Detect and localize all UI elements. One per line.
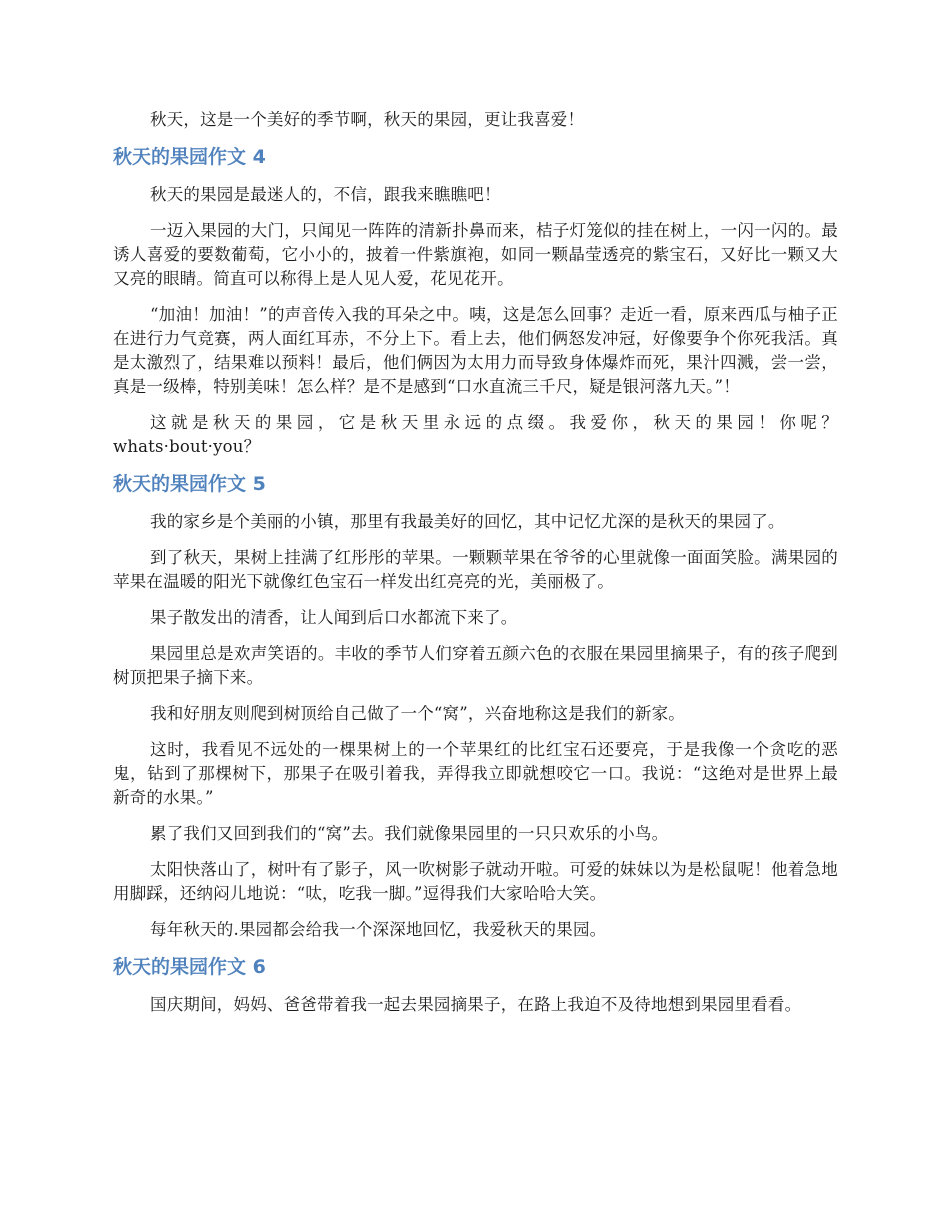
paragraph: 一迈入果园的大门，只闻见一阵阵的清新扑鼻而来，桔子灯笼似的挂在树上，一闪一闪的。最诱人喜爱的要数葡萄，它小小的，披着一件紫旗袍，如同一颗晶莹透亮的紫宝石，又好比一颗又大又亮的眼睛。简直可以称得上是人见人爱，花见花开。	[113, 221, 838, 288]
section-heading: 秋天的果园作文 6	[113, 956, 266, 978]
paragraph: 我的家乡是个美丽的小镇，那里有我最美好的回忆，其中记忆尤深的是秋天的果园了。	[150, 512, 785, 531]
essay-section-4	[113, 144, 838, 459]
paragraph: 太阳快落山了，树叶有了影子，风一吹树影子就动开啦。可爱的妹妹以为是松鼠呢！他着急地用脚踩，还纳闷儿地说：“呔，吃我一脚。”逗得我们大家哈哈大笑。	[113, 860, 838, 903]
section-heading: 秋天的果园作文 5	[113, 473, 266, 495]
paragraph: “加油！加油！”的声音传入我的耳朵之中。咦，这是怎么回事？走近一看，原来西瓜与柚子正在进行力气竞赛，两人面红耳赤，不分上下。看上去，他们俩怒发冲冠，好像要争个你死我活。真是太激烈了，结果难以预料！最后，他们俩因为太用力而导致身体爆炸而死，果汁四溅，尝一尝，真是一级棒，特别美味！怎么样？是不是感到“口水直流三千尺，疑是银河落九天。”！	[113, 305, 838, 396]
paragraph: 这就是秋天的果园，它是秋天里永远的点缀。我爱你，秋天的果园！你呢？whats·bout·you？	[113, 413, 838, 456]
section-heading: 秋天的果园作文 4	[113, 146, 266, 168]
paragraph: 国庆期间，妈妈、爸爸带着我一起去果园摘果子，在路上我迫不及待地想到果园里看看。	[150, 995, 802, 1014]
intro-paragraph: 秋天，这是一个美好的季节啊，秋天的果园，更让我喜爱！	[150, 110, 585, 129]
paragraph: 果园里总是欢声笑语的。丰收的季节人们穿着五颜六色的衣服在果园里摘果子，有的孩子爬到树顶把果子摘下来。	[113, 644, 838, 687]
essay-section-6	[113, 954, 838, 1017]
paragraph: 累了我们又回到我们的“窝”去。我们就像果园里的一只只欢乐的小鸟。	[150, 824, 669, 843]
paragraph: 秋天的果园是最迷人的，不信，跟我来瞧瞧吧！	[150, 185, 501, 204]
paragraph: 到了秋天，果树上挂满了红彤彤的苹果。一颗颗苹果在爷爷的心里就像一面面笑脸。满果园的苹果在温暖的阳光下就像红色宝石一样发出红亮亮的光，美丽极了。	[113, 548, 838, 591]
paragraph: 每年秋天的.果园都会给我一个深深地回忆，我爱秋天的果园。	[150, 920, 607, 939]
paragraph: 果子散发出的清香，让人闻到后口水都流下来了。	[150, 608, 518, 627]
essay-section-5	[113, 471, 838, 942]
paragraph: 我和好朋友则爬到树顶给自己做了一个“窝”，兴奋地称这是我们的新家。	[150, 704, 685, 723]
paragraph: 这时，我看见不远处的一棵果树上的一个苹果红的比红宝石还要亮，于是我像一个贪吃的恶鬼，钻到了那棵树下，那果子在吸引着我，弄得我立即就想咬它一口。我说：“这绝对是世界上最新奇的水果。”	[113, 740, 838, 807]
document-page	[113, 108, 838, 1029]
